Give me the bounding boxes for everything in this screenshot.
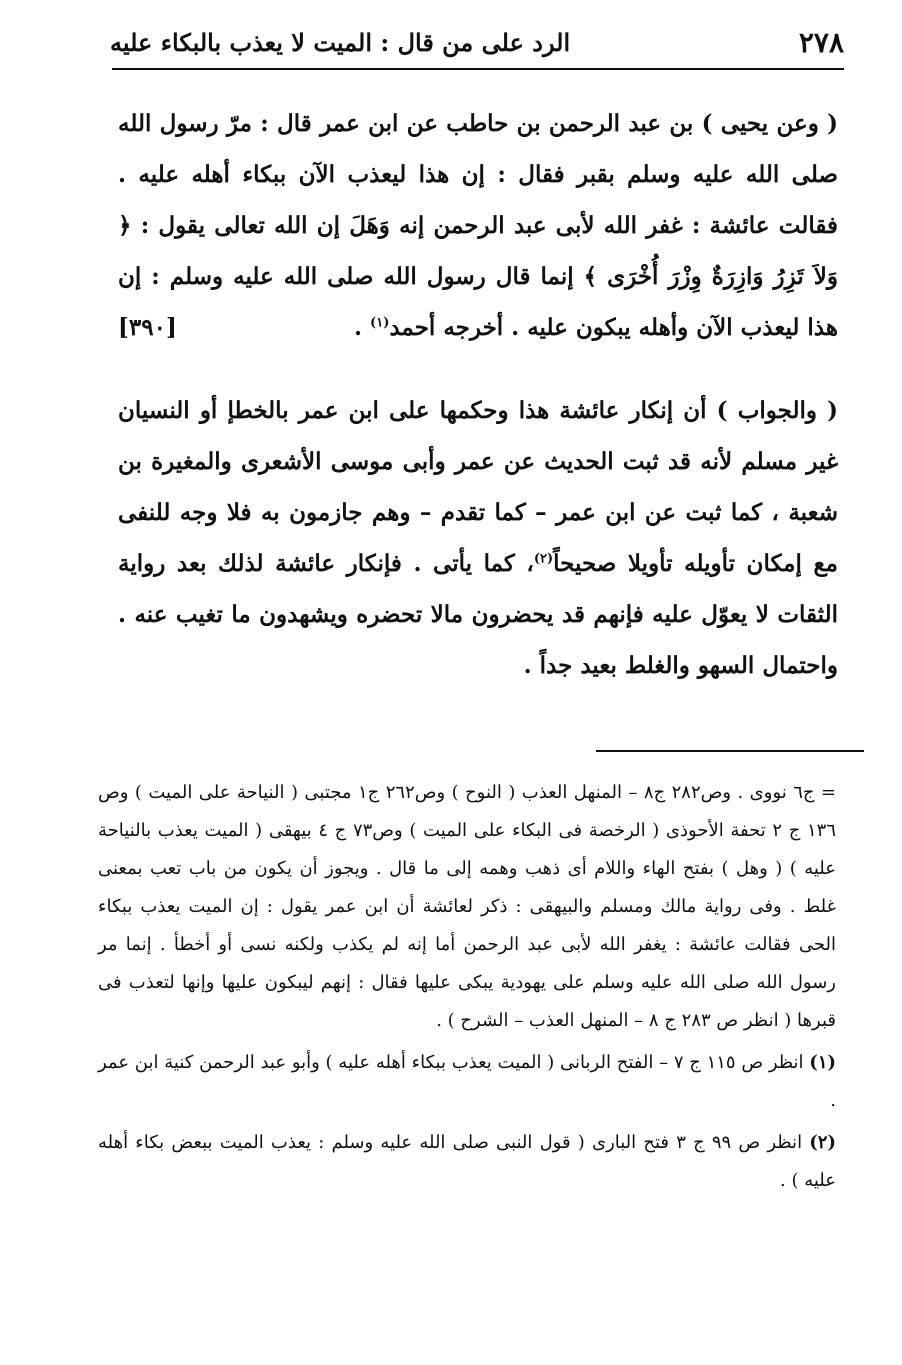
footnote-2: [98, 1124, 836, 1200]
footnote-ref-2: (٢): [533, 551, 554, 567]
running-title: الرد على من قال : الميت لا يعذب بالبكاء عليه: [110, 27, 571, 57]
footnote-1: [98, 1044, 836, 1120]
page-header: [110, 20, 844, 64]
footnote-2-number: (٢): [809, 1132, 836, 1153]
header-rule: [112, 68, 844, 70]
hadith-paragraph: [118, 98, 838, 353]
answer-text-b: ، كما يأتى . فإنكار عائشة لذلك بعد رواية الثقات لا يعوّل عليه فإنهم قد يحضرون مالا تحضره ويشهدون ما تغيب عنه . واحتمال السهو والغلط بعيد جداً .: [118, 550, 838, 679]
footnote-rule: [596, 750, 864, 752]
footnote-1-text: انظر ص ١١٥ ج ٧ – الفتح الربانى ( الميت يعذب ببكاء أهله عليه ) وأبو عبد الرحمن كنية ابن عمر .: [98, 1052, 836, 1111]
footnote-1-number: (١): [809, 1052, 837, 1073]
answer-paragraph: [118, 385, 838, 691]
answer-text-a: ( والجواب ) أن إنكار عائشة هذا وحكمها على ابن عمر بالخطإ أو النسيان غير مسلم لأنه قد ثبت الحديث عن عمر وأبى موسى الأشعرى والمغيرة بن شعبة ، كما ثبت عن ابن عمر – كما تقدم – وهم جازمون به فلا وجه للنفى مع إمكان تأويله تأويلا صحيحاً: [118, 397, 839, 577]
footnote-ref-1: (١): [370, 315, 390, 331]
hadith-text: ( وعن يحيى ) بن عبد الرحمن بن حاطب عن ابن عمر قال : مرّ رسول الله صلى الله عليه وسلم بقبر فقال : إن هذا ليعذب الآن ببكاء أهله عليه . فقالت عائشة : غفر الله لأبى عبد الرحمن إنه وَهَلَ إن الله تعالى يقول : ﴿ وَلاَ تَزِرُ وَازِرَةٌ وِزْرَ أُخْرَى ﴾ إنما قال رسول الله صلى الله عليه وسلم : إن هذا ليعذب الآن وأهله يبكون عليه . أخرجه أحمد: [118, 110, 838, 341]
main-text: [118, 98, 838, 691]
footnote-continuation: = ج٦ نووى . وص٢٨٢ ج٨ – المنهل العذب ( النوح ) وص٢٦٢ ج١ مجتبى ( النياحة على الميت ) وص ١٣٦ ج ٢ تحفة الأحوذى ( الرخصة فى البكاء على الميت ) وص٧٣ ج ٤ بيهقى ( الميت يعذب بالنياحة عليه ) ( وهل ) بفتح الهاء واللام أى ذهب وهمه إلى ما قال . ويجوز أن يكون من باب تعب بمعنى غلط . وفى رواية مالك ومسلم والبيهقى : ذكر لعائشة أن ابن عمر يقول : إن الميت يعذب ببكاء الحى فقالت عائشة : يغفر الله لأبى عبد الرحمن أما إنه لم يكذب ولكنه نسى أو أخطأ . إنما مر رسول الله صلى الله عليه وسلم على يهودية يبكى عليها فقال : إنهم ليبكون عليها وإنها لتعذب فى قبرها ( انظر ص ٢٨٣ ج ٨ – المنهل العذب – الشرح ) .: [98, 782, 837, 1031]
page-number: ٢٧٨: [798, 25, 844, 59]
hadith-text-end: .: [354, 314, 371, 341]
footnote-2-text: انظر ص ٩٩ ج ٣ فتح البارى ( قول النبى صلى الله عليه وسلم : يعذب الميت ببعض بكاء أهله عليه ) .: [98, 1132, 836, 1191]
footnotes: [98, 774, 836, 1200]
hadith-number: [٣٩٠]: [118, 314, 177, 341]
